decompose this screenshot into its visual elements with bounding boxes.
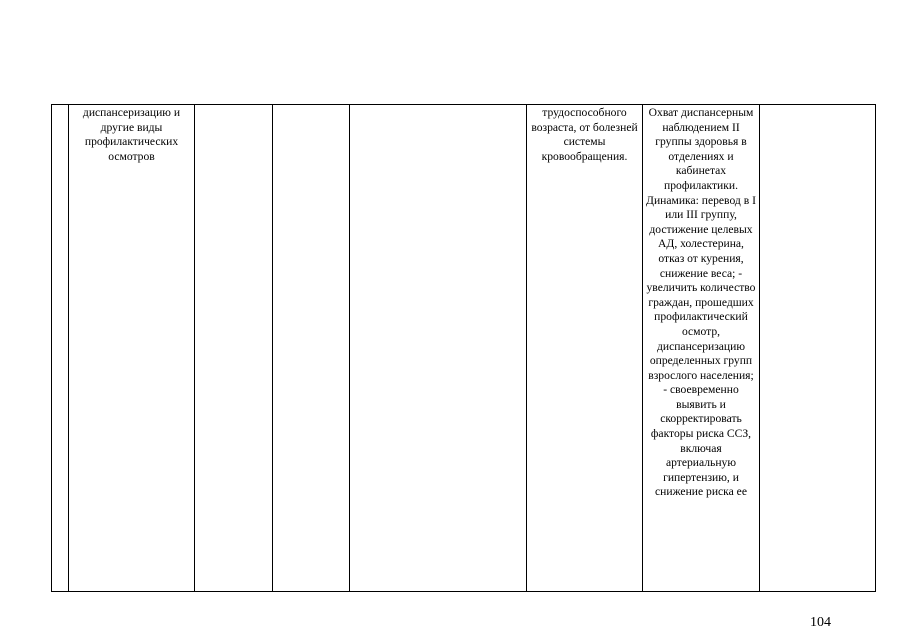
table-cell-target-group: трудоспособного возраста, от болезней системы кровообращения. xyxy=(527,105,643,592)
document-table xyxy=(51,104,876,592)
table-cell-col8 xyxy=(760,105,876,592)
table-cell-col1 xyxy=(52,105,69,592)
page-number: 104 xyxy=(810,615,831,630)
table-cell-measure: диспансеризацию и другие виды профилактических осмотров xyxy=(69,105,195,592)
table-cell-col5 xyxy=(350,105,527,592)
table-cell-indicators: Охват диспансерным наблюдением II группы здоровья в отделениях и кабинетах профилактики. Динамика: перевод в I или III группу, достижение целевых АД, холестерина, отказ от курения, снижение веса; - увеличить количество граждан, прошедших профилактический осмотр, диспансеризацию определенных групп взрослого населения; - своевременно выявить и скорректировать факторы риска ССЗ, включая артериальную гипертензию, и снижение риска ее xyxy=(643,105,760,592)
table-cell-col4 xyxy=(273,105,350,592)
table-row xyxy=(52,105,876,592)
table-cell-col3 xyxy=(195,105,273,592)
